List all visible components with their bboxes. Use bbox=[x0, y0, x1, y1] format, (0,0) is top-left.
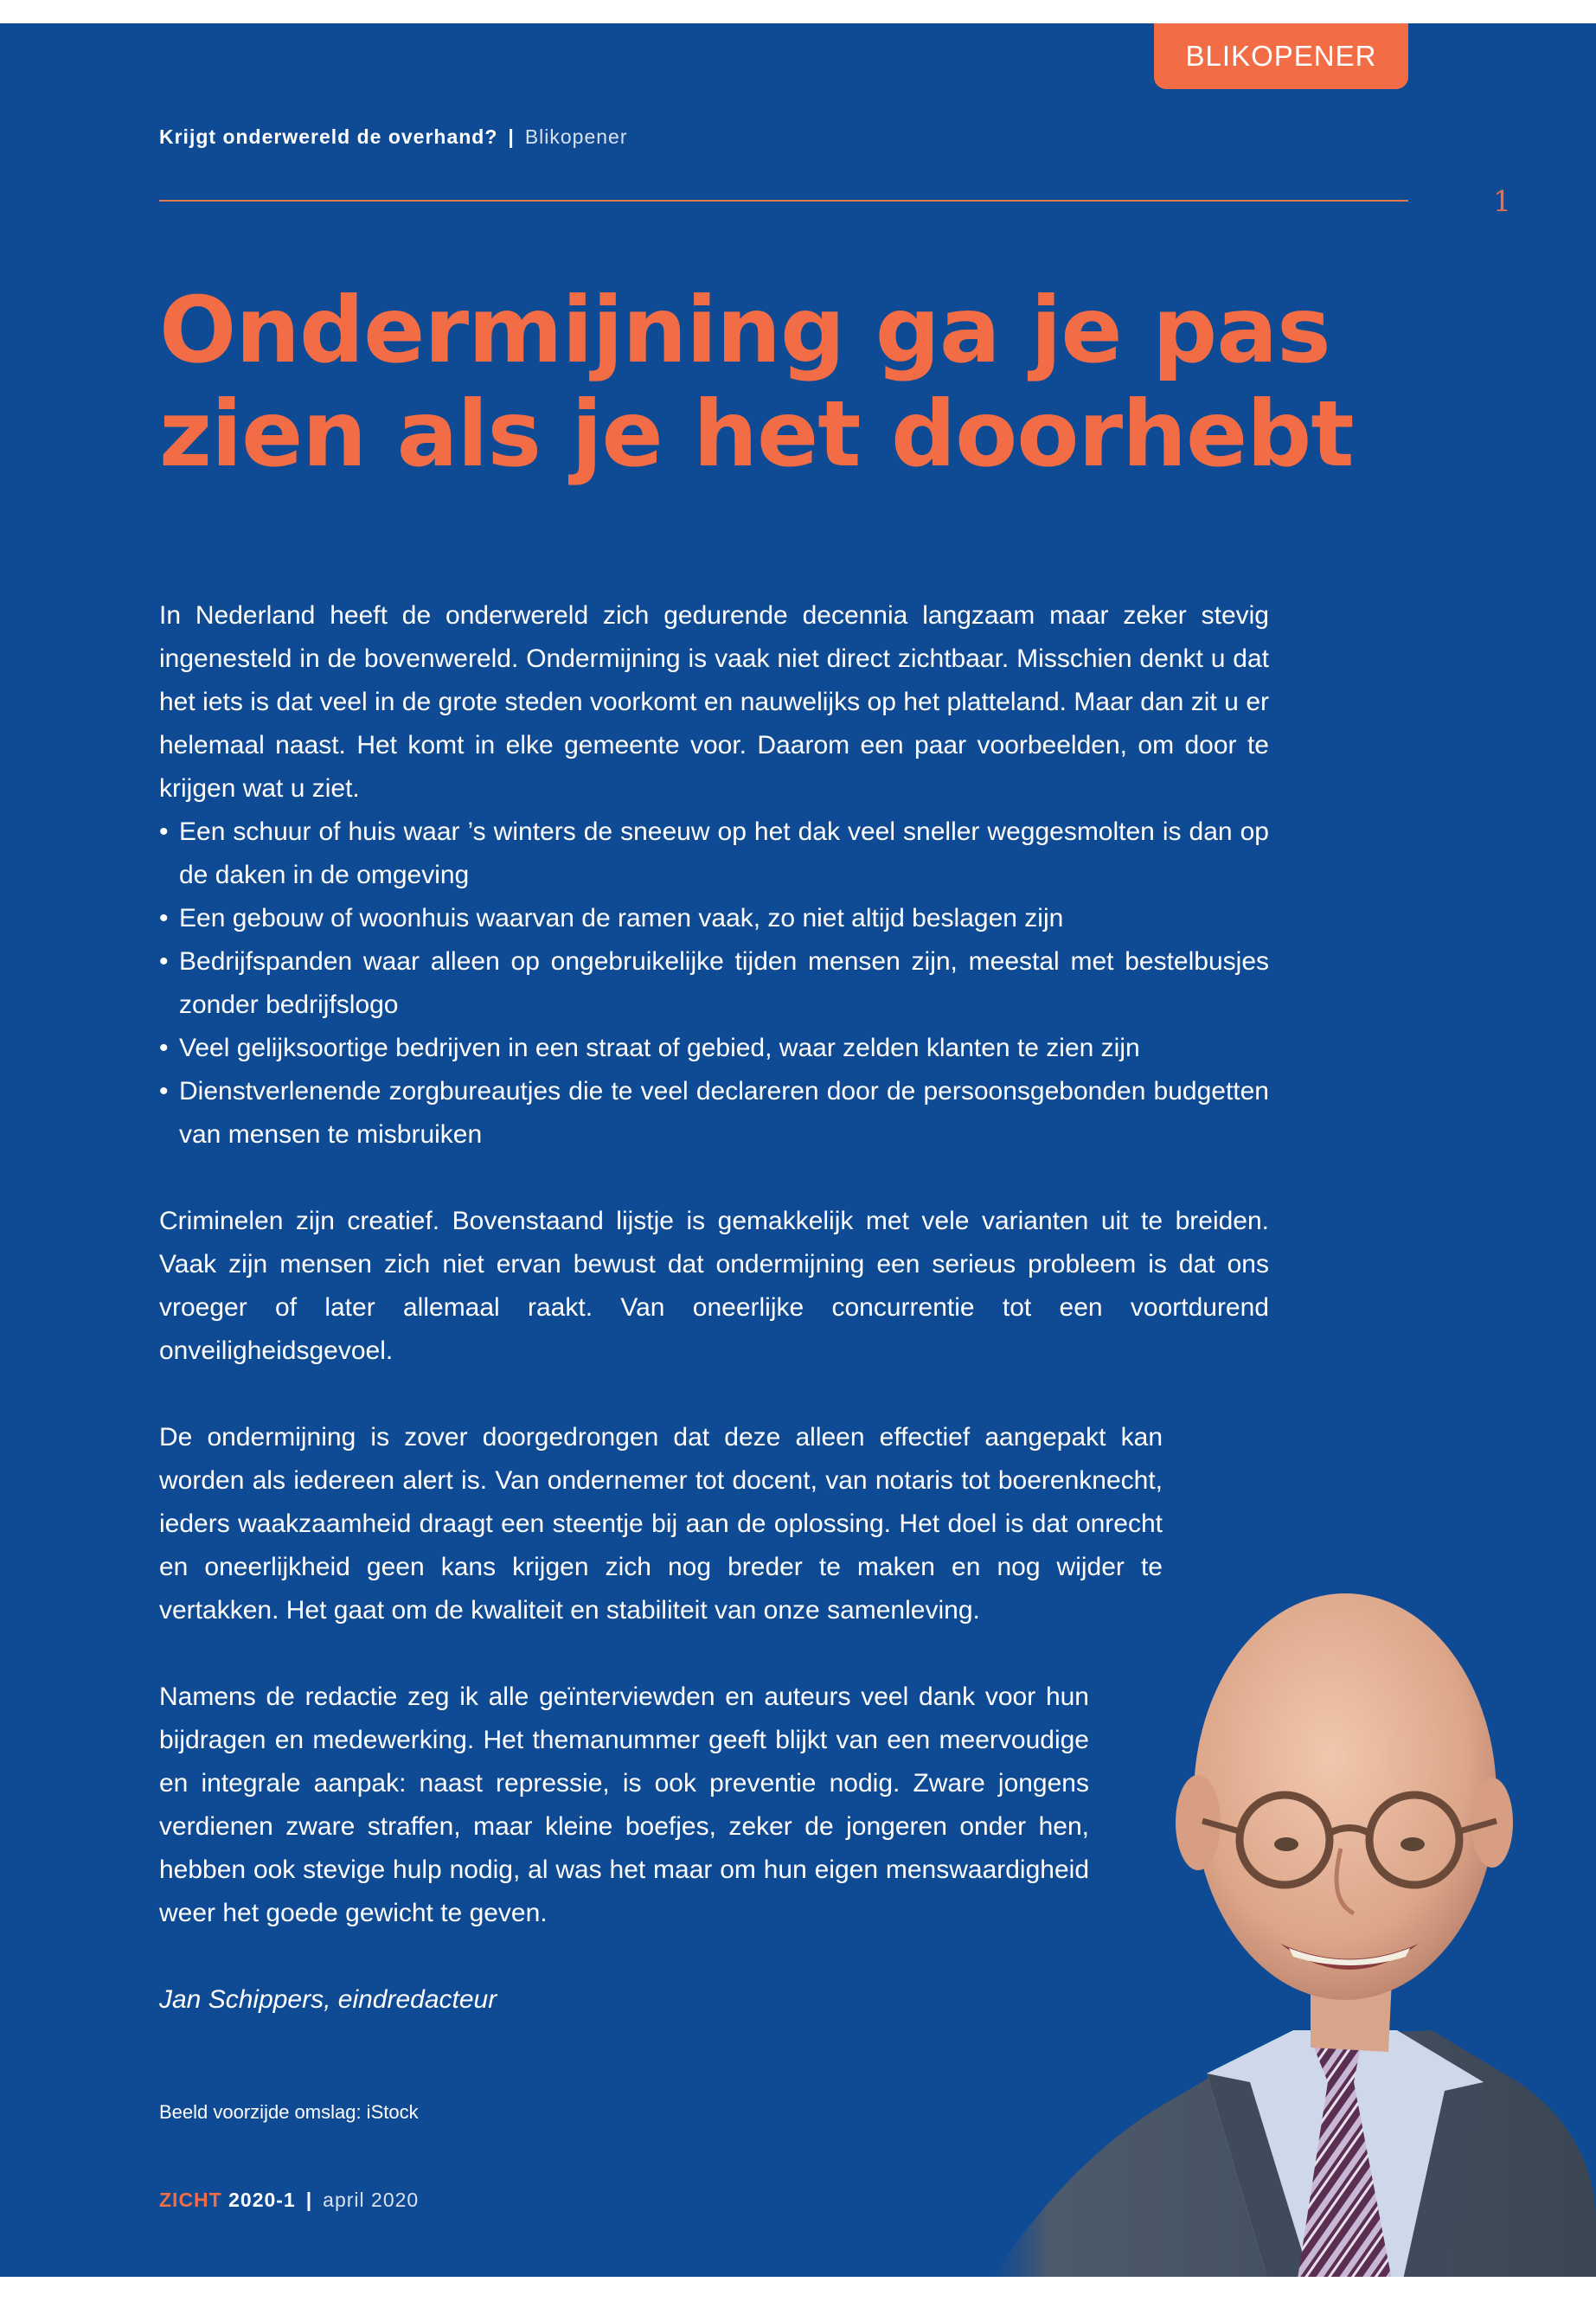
footer-date: april 2020 bbox=[323, 2189, 420, 2211]
paragraph-2: Criminelen zijn creatief. Bovenstaand lijstje is gemakkelijk met vele varianten uit te breiden. Vaak zijn mensen zich niet ervan bewust dat ondermijning een serieus probleem is dat ons vroeger of later allemaal raakt. Van oneerlijke concurrentie tot een voortdurend onveiligheidsgevoel. bbox=[159, 1207, 1269, 1365]
running-head bbox=[159, 125, 628, 149]
page-footer bbox=[159, 2189, 419, 2212]
headline: Ondermijning ga je pas zien als je het doorhebt bbox=[159, 278, 1354, 487]
paragraph-3: De ondermijning is zover doorgedrongen dat deze alleen effectief aangepakt kan worden als iedereen alert is. Van ondernemer tot docent, van notaris tot boerenknecht, ieders waakzaamheid draagt een steentje bij aan de oplossing. Het doel is dat onrecht en oneerlijkheid geen kans krijgen zich nog breder te maken en nog wijder te vertakken. Het gaat om de kwaliteit en stabiliteit van onze samenleving. bbox=[159, 1423, 1163, 1625]
header-rule bbox=[159, 200, 1408, 202]
paragraph-4: Namens de redactie zeg ik alle geïnterviewden en auteurs veel dank voor hun bijdragen en medewerking. Het themanummer geeft blijkt van een meervoudige en integrale aanpak: naast repressie, is ook preventie nodig. Zware jongens verdienen zware straffen, maar kleine boefjes, zeker de jongeren onder hen, hebben ook stevige hulp nodig, al was het maar om hun eigen menswaardigheid weer het goede gewicht te geven. bbox=[159, 1682, 1089, 1927]
running-head-question: Krijgt onderwereld de overhand? bbox=[159, 125, 498, 148]
footer-brand: ZICHT bbox=[159, 2189, 222, 2211]
author-portrait bbox=[947, 1477, 1596, 2277]
page-number: 1 bbox=[1493, 184, 1511, 218]
footer-separator: | bbox=[305, 2189, 313, 2211]
image-credit: Beeld voorzijde omslag: iStock bbox=[159, 2101, 419, 2123]
author-signature: Jan Schippers, eindredacteur bbox=[159, 1985, 497, 2014]
list-item: • Bedrijfspanden waar alleen op ongebruikelijke tijden mensen zijn, meestal met bestelbusjes zonder bedrijfslogo bbox=[159, 940, 1269, 1027]
list-item: • Een gebouw of woonhuis waarvan de ramen vaak, zo niet altijd beslagen zijn bbox=[159, 897, 1269, 940]
list-item: • Veel gelijksoortige bedrijven in een straat of gebied, waar zelden klanten te zien zijn bbox=[159, 1027, 1269, 1070]
list-item: • Een schuur of huis waar ’s winters de sneeuw op het dak veel sneller weggesmolten is dan op de daken in de omgeving bbox=[159, 811, 1269, 897]
example-list bbox=[159, 811, 1269, 1157]
running-head-separator: | bbox=[508, 125, 515, 148]
section-tab: BLIKOPENER bbox=[1154, 23, 1408, 89]
footer-issue: 2020-1 bbox=[228, 2189, 296, 2211]
list-item: • Dienstverlenende zorgbureautjes die te veel declareren door de persoonsgebonden budgetten van mensen te misbruiken bbox=[159, 1070, 1269, 1157]
magazine-page bbox=[0, 23, 1596, 2277]
running-head-section: Blikopener bbox=[524, 125, 628, 148]
intro-paragraph: In Nederland heeft de onderwereld zich gedurende decennia langzaam maar zeker stevig ingenesteld in de bovenwereld. Ondermijning is vaak niet direct zichtbaar. Misschien denkt u dat het iets is dat veel in de grote steden voorkomt en nauwelijks op het platteland. Maar dan zit u er helemaal naast. Het komt in elke gemeente voor. Daarom een paar voorbeelden, om door te krijgen wat u ziet. bbox=[159, 601, 1269, 803]
